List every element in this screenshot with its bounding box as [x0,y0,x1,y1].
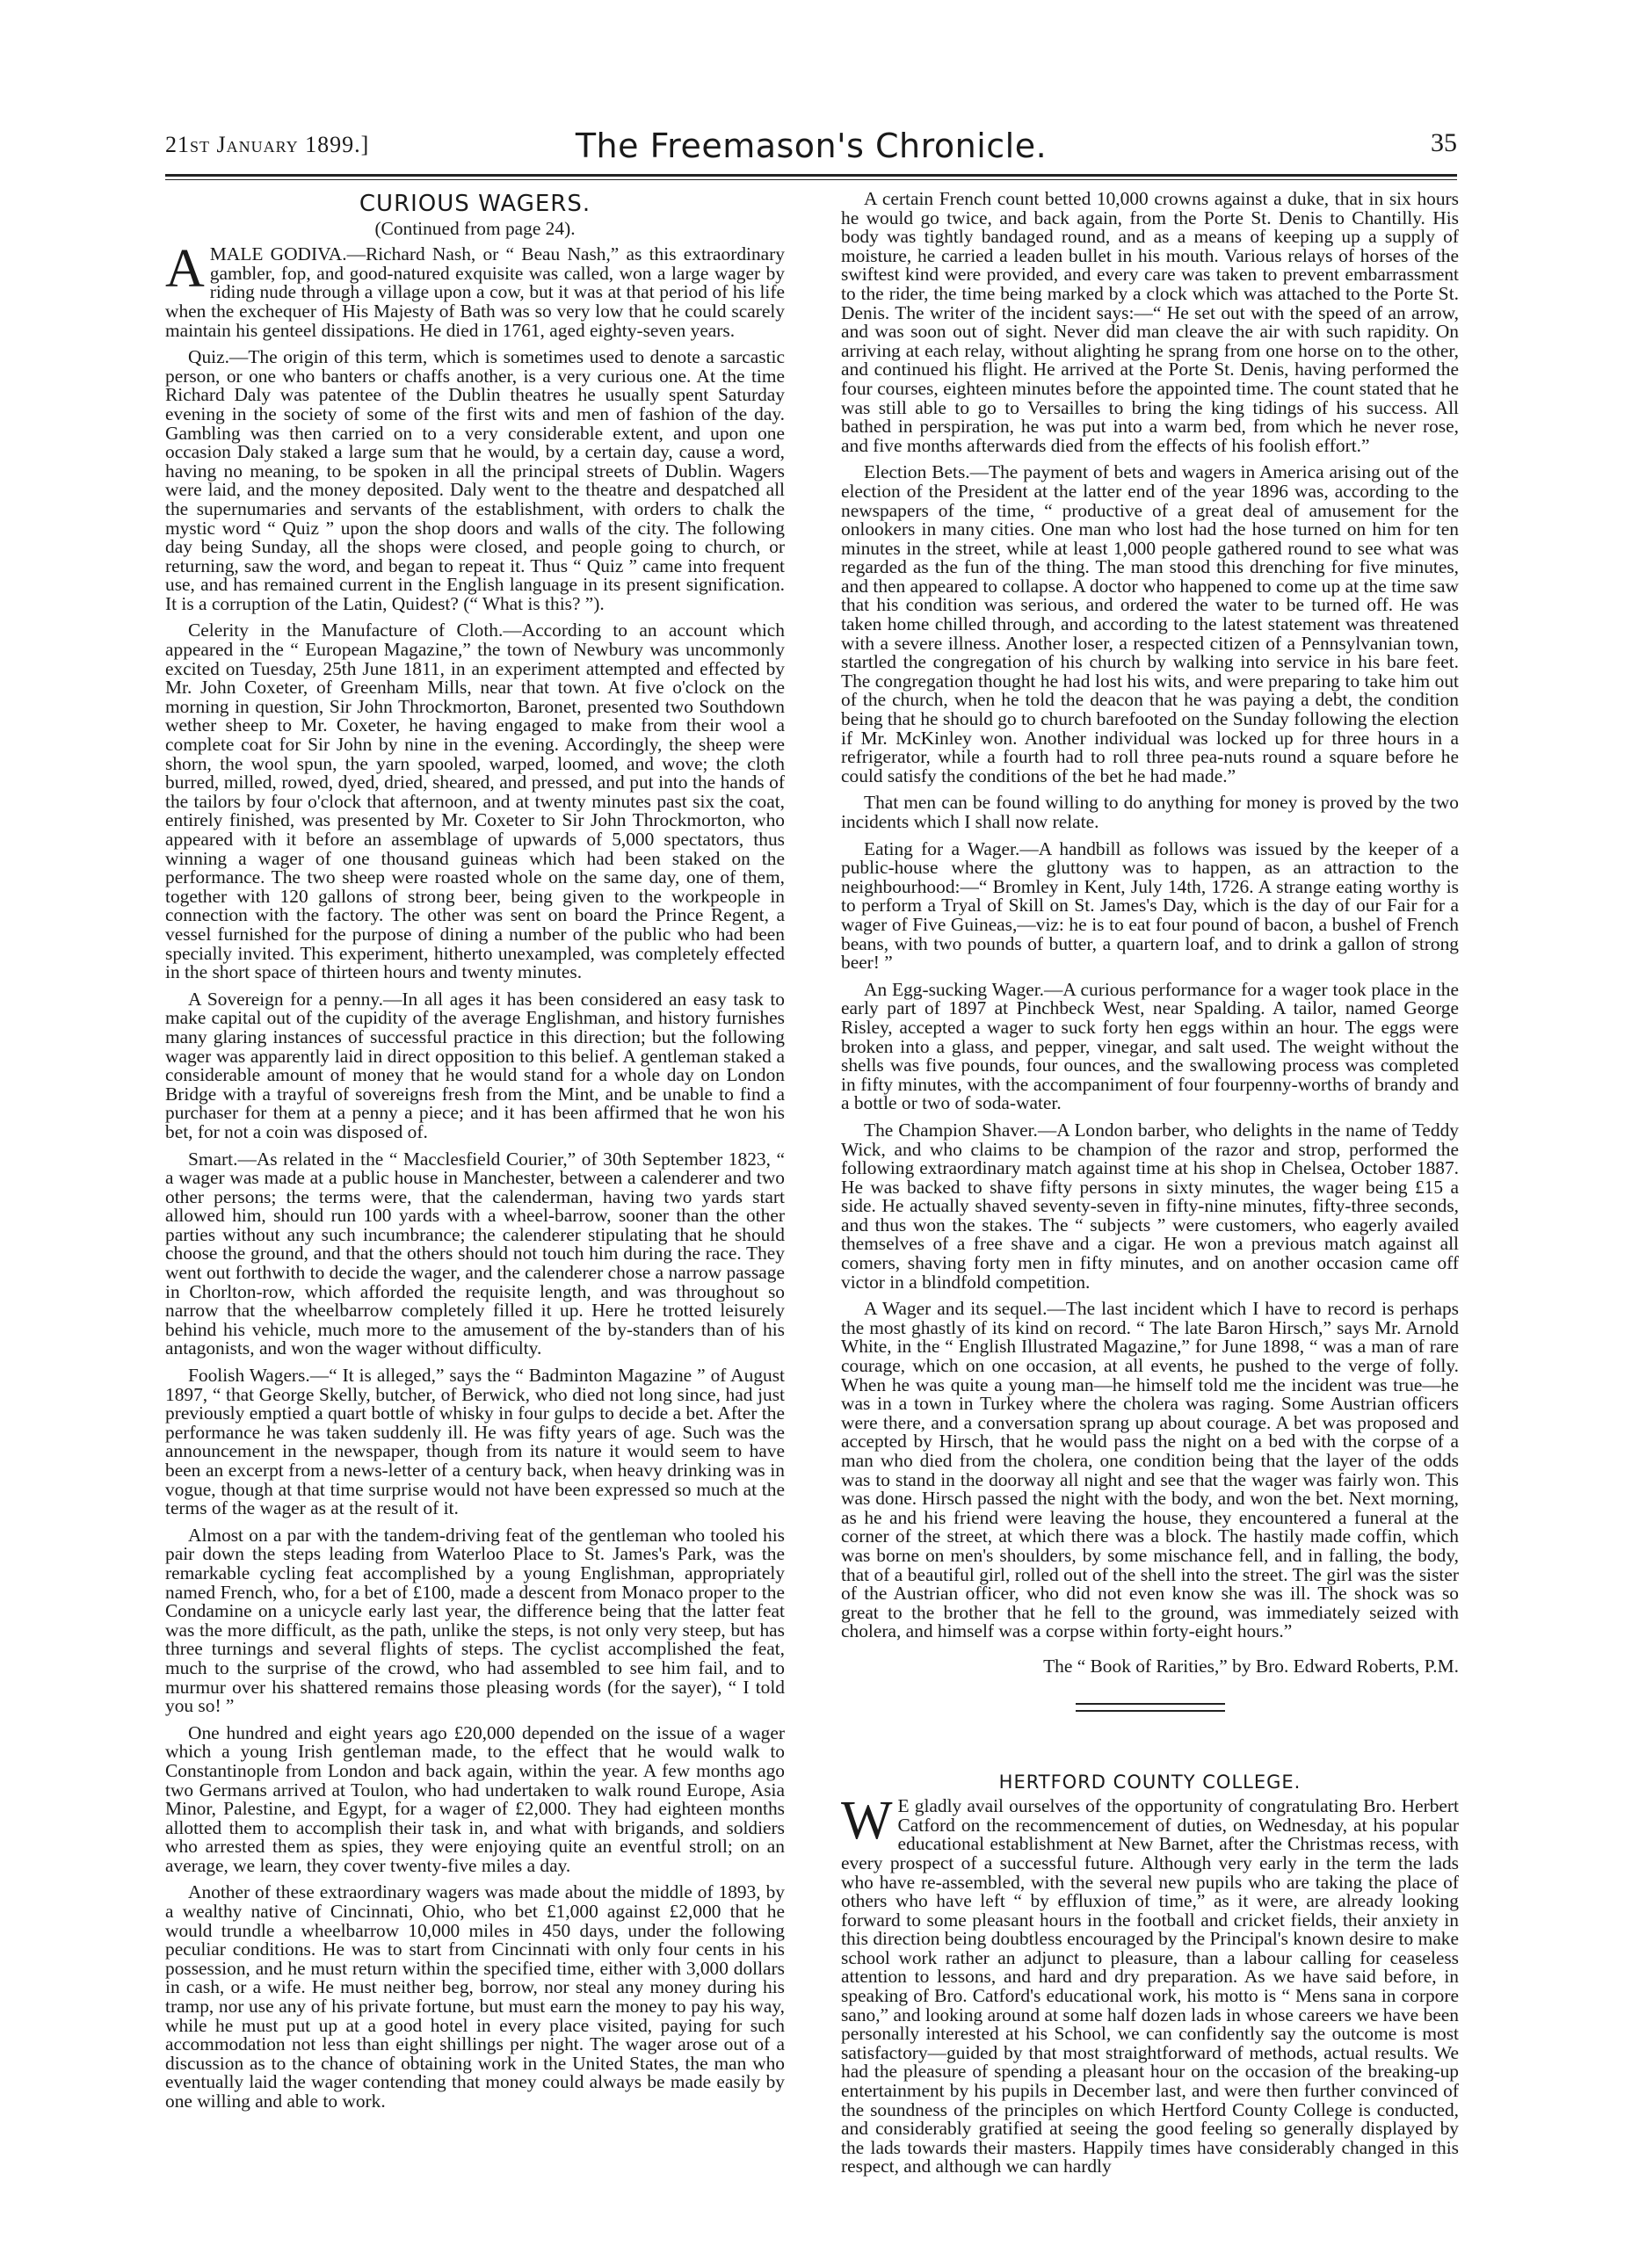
paragraph: Eating for a Wager.—A handbill as follows was issued by the keeper of a public-house where the gluttony was to happen, as an attraction to the neighbourhood:—“ Bromley in Kent, July 14th, 1726. A strange eating worthy is to perform a Tryal of Skill on St. James's Day, which is the day of our Fair for a wager of Five Guineas,—viz: he is to eat four pound of bacon, a bushel of French beans, with two pounds of butter, a quartern loaf, and to drink a gallon of strong beer! ” [841,837,1459,974]
paragraph: An Egg-sucking Wager.—A curious performance for a wager took place in the early part of 1897 at Pinchbeck West, near Spalding. A tailor, named George Risley, accepted a wager to suck forty hen eggs within an hour. The eggs were broken into a glass, and pepper, vinegar, and salt used. The weight without the shells was five pounds, four ounces, and the swallowing process was completed in fifty minutes, with the accompaniment of four fourpenny-worths of brandy and a bottle or two of soda-water. [841,978,1459,1114]
paragraph: The Champion Shaver.—A London barber, who delights in the name of Teddy Wick, and who claims to be champion of the razor and strop, performed the following extraordinary match against time at his shop in Chelsea, October 1887. He was backed to shave fifty persons in sixty minutes, the wager being £15 a side. He actually shaved seventy-seven in fifty-nine minutes, fifty-three seconds, and thus won the stakes. The “ subjects ” were customers, who eagerly availed themselves of a free shave and a cigar. He won a previous match against all comers, shaving forty men in fifty minutes, and on another occasion came off victor in a blindfold competition. [841,1119,1459,1293]
paragraph: Celerity in the Manufacture of Cloth.—According to an account which appeared in the “ European Magazine,” the town of Newbury was uncommonly excited on Tuesday, 25th June 1811, in an experiment attempted and effected by Mr. John Coxeter, of Greenham Mills, near that town. At five o'clock on the morning in question, Sir John Throckmorton, Baronet, presented two Southdown wether sheep to Mr. Coxeter, he having engaged to make from their wool a complete coat for Sir John by nine in the evening. Accordingly, the sheep were shorn, the wool spun, the yarn spooled, warped, loomed, and wove; the cloth burred, milled, rowed, dyed, dried, sheared, and pressed, and put into the hands of the tailors by four o'clock that afternoon, and at twenty minutes past six the coat, entirely finished, was presented by Mr. Coxeter to Sir John Throckmorton, who appeared with it before an assemblage of upwards of 5,000 spectators, thus winning a wager of one thousand guineas which had been staked on the performance. The two sheep were roasted whole on the same day, one of them, together with 120 gallons of strong beer, being given to the workpeople in connection with the factory. The other was sent on board the Prince Regent, a vessel furnished for the purpose of dining a number of the public who had been specially invited. This experiment, hitherto unexampled, was completely effected in the short space of thirteen hours and twenty minutes. [165,620,785,983]
left-column [165,190,785,2185]
paragraph: A Sovereign for a penny.—In all ages it has been considered an easy task to make capital out of the cupidity of the average Englishman, and history furnishes many glaring instances of successful practice in this direction; but the following wager was apparently laid in direct opposition to this belief. A gentleman staked a considerable amount of money that he would stand for a whole day on London Bridge with a trayful of sovereigns fresh from the Mint, and be unable to find a purchaser for them at a penny a piece; and it has been affirmed that he won his bet, for not a coin was disposed of. [165,988,785,1142]
paragraph: Almost on a par with the tandem-driving feat of the gentleman who tooled his pair down the steps leading from Waterloo Place to St. James's Park, was the remarkable cycling feat accomplished by a young Englishman, appropriately named French, who, for a bet of £100, made a descent from Monaco proper to the Condamine on a unicycle early last year, the difference being that the latter feat was the more difficult, as the path, unlike the steps, is not only very steep, but has three turnings and several flights of steps. The cyclist accomplished the feat, much to the surprise of the crowd, who had assembled to see him fail, and to murmur over his shattered remains those pleasing words (for the sayer), “ I told you so! ” [165,1524,785,1717]
paragraph: That men can be found willing to do anything for money is proved by the two incidents which I shall now relate. [841,792,1459,832]
header-rule-thick [165,174,1457,177]
paragraph: Another of these extraordinary wagers was made about the middle of 1893, by a wealthy native of Cincinnati, Ohio, who bet £1,000 against £2,000 that he would trundle a wheelbarrow 10,000 miles in 450 days, under the following peculiar conditions. He was to start from Cincinnati with only four cents in his possession, and he must return within the specified time, either with 3,000 dollars in cash, or a wife. He must neither beg, borrow, nor steal any money during his tramp, nor use any of his private fortune, but must earn the money to pay his way, while he must put up at a good hotel in every place visited, paying for such accommodation not less than eight shillings per night. The wager arose out of a discussion as to the chance of obtaining work in the United States, the man who eventually laid the wager contending that money could always be made easily by one willing and able to work. [165,1881,785,2112]
paragraph: Quiz.—The origin of this term, which is sometimes used to denote a sarcastic person, or one who banters or chaffs another, is a very curious one. At the time Richard Daly was patentee of the Dublin theatres he usually spent Saturday evening in the society of some of the first wits and men of fashion of the day. Gambling was then carried on to a very considerable extent, and upon one occasion Daly staked a large sum that he would, by a certain day, cause a word, having no meaning, to be spoken in all the principal streets of Dublin. Wagers were laid, and the money deposited. Daly went to the theatre and despatched all the supernumaries and servants of the establishment, with orders to chalk the mystic word “ Quiz ” upon the shop doors and walls of the city. The following day being Sunday, all the shops were closed, and people going to church, or returning, saw the word, and began to repeat it. Thus “ Quiz ” came into frequent use, and has remained current in the English language in its present signification. It is a corruption of the Latin, Quidest? (“ What is this? ”). [165,346,785,614]
right-column [841,190,1459,2193]
article-subtitle: (Continued from page 24). [374,217,576,239]
article-signature: The “ Book of Rarities,” by Bro. Edward Roberts, P.M. [1043,1655,1459,1677]
paragraph: One hundred and eight years ago £20,000 depended on the issue of a wager which a young Irish gentleman made, to the effect that he would walk to Constantinople from London and back again, within the year. A few months ago two Germans arrived at Toulon, who had undertaken to walk round Europe, Asia Minor, Palestine, and Egypt, for a wager of £2,000. They had eighteen months allotted them to accomplish their task in, and what with brigands, and soldiers who arrested them as spies, they were enjoying quite an eventful stroll; on an average, we learn, they cover twenty-five miles a day. [165,1721,785,1876]
header-title: The Freemason's Chronicle. [575,127,1048,165]
article-title: HERTFORD COUNTY COLLEGE. [998,1771,1302,1793]
article-title: CURIOUS WAGERS. [359,191,591,217]
drop-cap: A [165,239,205,300]
paragraph: Smart.—As related in the “ Macclesfield Courier,” of 30th September 1823, “ a wager was made at a public house in Manchester, between a calenderer and two other persons; the terms were, that the calenderman, having two yards start allowed him, should run 100 yards with a wheel-barrow, sooner than the other parties without any such incumbrance; the calenderer stipulating that he should choose the ground, and that the others should not touch him during the race. They went out forthwith to decide the wager, and the calenderer chose a narrow passage in Chorlton-row, which afforded the requisite length, and was throughout so narrow that the wheelbarrow completely filled it up. Here he trotted leisurely behind his vehicle, much more to the amusement of the by-standers than of his antagonists, and won the wager without difficulty. [165,1148,785,1359]
paragraph: A MALE GODIVA.—Richard Nash, or “ Beau Nash,” as this extraordinary gambler, fop, and good-natured exquisite was called, won a large wager by riding nude through a village upon a cow, but it was at that period of his life when the exchequer of His Majesty of Bath was so very low that he could scarely maintain his genteel dissipations. He died in 1761, aged eighty-seven years. [165,239,785,341]
paragraph: Foolish Wagers.—“ It is alleged,” says the “ Badminton Magazine ” of August 1897, “ that George Skelly, butcher, of Berwick, who died not long since, had just previously emptied a quart bottle of whisky in four gulps to decide a bet. After the performance he was taken suddenly ill. He was fifty years of age. Such was the announcement in the newspaper, though from its nature it would seem to have been an excerpt from a news-letter of a century back, when heavy drinking was in vogue, though at that time surprise would not have been expressed so much at the terms of the wager as at the result of it. [165,1365,785,1519]
drop-cap: W [841,1791,893,1851]
paragraph: A Wager and its sequel.—The last incident which I have to record is perhaps the most ghastly of its kind on record. “ The late Baron Hirsch,” says Mr. Arnold White, in the “ English Illustrated Magazine,” for June 1898, “ was a man of rare courage, which on one occasion, at all events, he pushed to the verge of folly. When he was quite a young man—he himself told me the incident was true—he was in a town in Turkey where the cholera was raging. Some Austrian officers were there, and a conversation sprang up about courage. A bet was proposed and accepted by Hirsch, that he would pass the night on a bed with the corpse of a man who died from the cholera, one condition being that the layer of the odds was to stand in the doorway all night and see that the wager was fairly won. This was done. Hirsch passed the night with the body, and won the bet. Next morning, as he and his friend were leaving the house, they encountered a funeral at the corner of the street, at which there was a block. The hastily made coffin, which was borne on men's shoulders, by some mischance fell, and in falling, the body, that of a beautiful girl, rolled out of the shell into the street. The girl was the sister of the Austrian officer, who did not even know she was ill. The shock was so great to the brother that he fell to the ground, was immediately seized with cholera, and himself was a corpse within forty-eight hours.” [841,1298,1459,1642]
page-number: 35 [1431,128,1457,157]
paragraph: A certain French count betted 10,000 crowns against a duke, that in six hours he would go twice, and back again, from the Porte St. Denis to Chantilly. His body was tightly bandaged round, and as a means of keeping up a supply of moisture, he carried a leaden bullet in his mouth. Various relays of horses of the swiftest kind were provided, and every care was taken to prevent embarrassment to the rider, the time being marked by a clock which was attached to the Porte St. Denis. The writer of the incident says:—“ He set out with the speed of an arrow, and was soon out of sight. Never did man cleave the air with such rapidity. On arriving at each relay, without alighting he sprang from one horse on to the other, and continued his flight. He arrived at the Porte St. Denis, having performed the four courses, eighteen minutes before the appointed time. The count stated that he was still able to go to Versailles to bring the king tidings of his success. All bathed in perspiration, he was put into a warm bed, from which he never rose, and five months afterwards died from the effects of his foolish effort.” [841,190,1459,456]
paragraph: Election Bets.—The payment of bets and wagers in America arising out of the election of the President at the latter end of the year 1896 was, according to the newspapers of the time, “ productive of a great deal of amusement for the onlookers in many cities. One man who lost had the hose turned on him for ten minutes in the street, while at least 1,000 people gathered round to see what was regarded as the fun of the thing. The man stood this drenching for five minutes, and then appeared to collapse. A doctor who happened to come up at the time saw that his condition was serious, and ordered the water to be turned off. He was taken home chilled through, and according to the latest statement was threatened with a severe illness. Another loser, a respected citizen of a Pennsylvanian town, startled the congregation of his church by walking into service in his bare feet. The congregation thought he had lost his wits, and were preparing to take him out of the church, when he told the deacon that he was paying a debt, the condition being that he should go to church barefooted on the Sunday following the election if Mr. McKinley won. Another individual was locked up for three hours in a refrigerator, while a fourth had to roll three pea-nuts round a square before he could satisfy the conditions of the bet he had made.” [841,461,1459,786]
page-header [165,127,1457,170]
header-date: 21st January 1899.] [165,132,370,157]
section-separator [1076,1703,1225,1712]
header-rule-thin [165,179,1457,180]
paragraph: W E gladly avail ourselves of the opportunity of congratulating Bro. Herbert Catford on the recommencement of duties, on Wednesday, at his popular educational establishment at New Barnet, after the Christmas recess, with every prospect of a successful future. Although very early in the term the lads who have re-assembled, with the several new pupils who are taking the place of others who have left “ by effluxion of time,” as it were, are already looking forward to some pleasant hours in the football and cricket fields, their anxiety in this direction being doubtless encouraged by the Principal's known desire to make school work rather an adjunct to pleasure, than a labour calling for ceaseless attention to lessons, and hard and dry preparation. As we have said before, in speaking of Bro. Catford's educational work, his motto is “ Mens sana in corpore sano,” and looking around at some half dozen lads in whose careers we have been personally interested at his School, we can confidently say the outcome is most satisfactory—guided by that most straightforward of methods, actual results. We had the pleasure of spending a pleasant hour on the occasion of the breaking-up entertainment by his pupils in December last, and were then further convinced of the soundness of the principles on which Hertford County College is conducted, and considerably gratified at seeing the good feeling so generally displayed by the lads towards their masters. Happily times have considerably changed in this respect, and although we can hardly [841,1791,1459,2177]
